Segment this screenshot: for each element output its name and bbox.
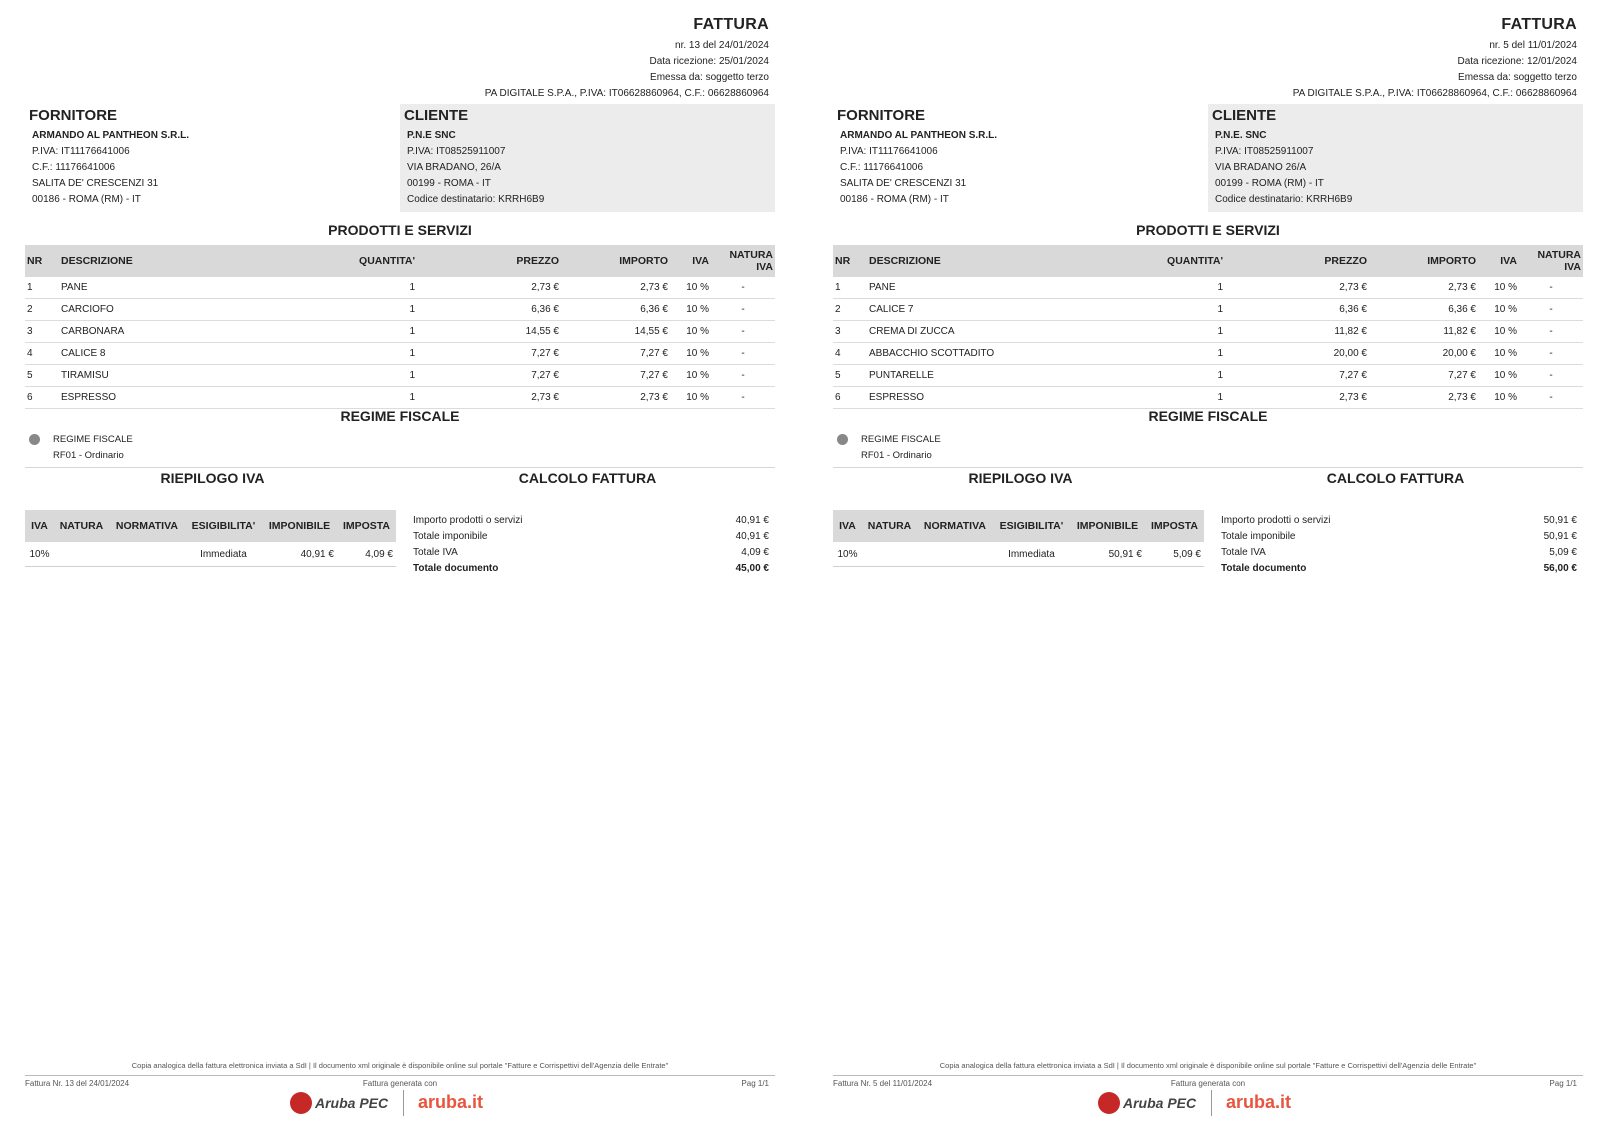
client-piva: P.IVA: IT08525911007 (407, 146, 506, 157)
calc-block (1221, 513, 1577, 577)
intermediary: PA DIGITALE S.P.A., P.IVA: IT06628860964, C.F.: 06628860964 (484, 88, 769, 99)
item-quantity: 1 (1121, 387, 1225, 409)
item-description: CREMA DI ZUCCA (867, 321, 1121, 343)
calc-value: 45,00 € (735, 563, 769, 574)
invoice-header (1293, 16, 1577, 102)
footer-page-number: Pag 1/1 (1549, 1079, 1577, 1088)
col-amount: IMPORTO (619, 255, 668, 267)
bullet-icon (29, 434, 40, 445)
invoice-page-2 (833, 0, 1583, 1132)
iva-col-imponibile: IMPONIBILE (1076, 520, 1139, 532)
product-row (833, 343, 1583, 365)
regime-value: RF01 - Ordinario (53, 450, 124, 461)
item-iva: 10 % (1478, 299, 1519, 321)
item-quantity: 1 (313, 387, 417, 409)
received-date: Data ricezione: 12/01/2024 (1457, 56, 1577, 67)
client-box (400, 104, 775, 212)
product-row (833, 387, 1583, 409)
col-nr: NR (835, 255, 851, 267)
products-table (25, 245, 775, 409)
item-iva: 10 % (1478, 277, 1519, 299)
client-recipient-code: Codice destinatario: KRRH6B9 (1215, 194, 1353, 205)
iva-col-esigibilita: ESIGIBILITA' (191, 520, 256, 532)
product-row (25, 343, 775, 365)
item-iva: 10 % (670, 277, 711, 299)
calc-total-row (413, 561, 769, 577)
iva-rate: 10% (833, 542, 862, 567)
calc-title: CALCOLO FATTURA (1326, 470, 1465, 486)
item-price: 20,00 € (1225, 343, 1369, 365)
item-natura: - (711, 343, 775, 365)
item-quantity: 1 (313, 365, 417, 387)
iva-col-natura: NATURA (867, 520, 912, 532)
regime-label: REGIME FISCALE (861, 434, 941, 445)
logo-separator (403, 1090, 404, 1116)
aruba-pec-seal-icon (290, 1092, 312, 1114)
item-natura: - (1519, 365, 1583, 387)
item-iva: 10 % (1478, 387, 1519, 409)
calc-label: Totale imponibile (1221, 531, 1296, 542)
invoice-number: nr. 5 del 11/01/2024 (1489, 40, 1577, 51)
issued-by: Emessa da: soggetto terzo (650, 72, 769, 83)
iva-natura (54, 542, 109, 567)
client-title: CLIENTE (404, 107, 469, 124)
item-amount: 6,36 € (1369, 299, 1478, 321)
iva-col-imposta: IMPOSTA (1150, 520, 1198, 532)
item-nr: 6 (25, 387, 59, 409)
product-row (25, 277, 775, 299)
item-natura: - (1519, 299, 1583, 321)
client-name: P.N.E SNC (407, 130, 456, 141)
iva-summary-table (833, 510, 1204, 567)
item-description: PUNTARELLE (867, 365, 1121, 387)
iva-normativa (109, 542, 185, 567)
regime-block (837, 432, 941, 464)
calc-value: 40,91 € (735, 531, 769, 542)
received-date: Data ricezione: 25/01/2024 (649, 56, 769, 67)
item-natura: - (711, 299, 775, 321)
item-price: 2,73 € (1225, 277, 1369, 299)
supplier-box (25, 104, 388, 212)
supplier-address: SALITA DE' CRESCENZI 31 (32, 178, 159, 189)
item-natura: - (1519, 387, 1583, 409)
supplier-piva: P.IVA: IT11176641006 (32, 146, 130, 157)
item-price: 14,55 € (417, 321, 561, 343)
iva-row (25, 542, 396, 567)
col-iva: IVA (692, 255, 709, 267)
aruba-pec-logo: Aruba PEC (315, 1095, 389, 1111)
footer-generated-with: Fattura generata con (1170, 1079, 1246, 1088)
col-price: PREZZO (1324, 255, 1367, 267)
calc-label: Totale IVA (413, 547, 458, 558)
item-price: 7,27 € (417, 365, 561, 387)
divider (833, 467, 1583, 468)
intermediary: PA DIGITALE S.P.A., P.IVA: IT06628860964, C.F.: 06628860964 (1292, 88, 1577, 99)
product-row (833, 299, 1583, 321)
item-iva: 10 % (1478, 321, 1519, 343)
aruba-pec-seal-icon (1098, 1092, 1120, 1114)
item-iva: 10 % (670, 387, 711, 409)
supplier-box (833, 104, 1196, 212)
item-iva: 10 % (670, 343, 711, 365)
item-nr: 4 (833, 343, 867, 365)
item-natura: - (1519, 277, 1583, 299)
regime-label: REGIME FISCALE (53, 434, 133, 445)
supplier-piva: P.IVA: IT11176641006 (840, 146, 938, 157)
iva-col-iva: IVA (839, 520, 856, 532)
aruba-pec-logo: Aruba PEC (1123, 1095, 1197, 1111)
calc-row (413, 529, 769, 545)
bullet-icon (837, 434, 848, 445)
item-quantity: 1 (313, 299, 417, 321)
products-title: PRODOTTI E SERVIZI (1136, 222, 1280, 238)
col-nr: NR (27, 255, 43, 267)
regime-value: RF01 - Ordinario (861, 450, 932, 461)
item-amount: 2,73 € (1369, 387, 1478, 409)
col-iva: IVA (1500, 255, 1517, 267)
item-nr: 3 (25, 321, 59, 343)
item-amount: 7,27 € (561, 343, 670, 365)
calc-label: Totale documento (1221, 563, 1307, 574)
client-name: P.N.E. SNC (1215, 130, 1267, 141)
calc-row (413, 545, 769, 561)
client-address: VIA BRADANO, 26/A (407, 162, 501, 173)
item-amount: 2,73 € (561, 387, 670, 409)
item-quantity: 1 (313, 321, 417, 343)
client-recipient-code: Codice destinatario: KRRH6B9 (407, 194, 545, 205)
col-quantity: QUANTITA' (1167, 255, 1223, 267)
item-quantity: 1 (313, 343, 417, 365)
iva-summary-table (25, 510, 396, 567)
calc-block (413, 513, 769, 577)
invoice-title: FATTURA (693, 16, 769, 33)
iva-header-row (833, 510, 1204, 542)
col-natura-iva: NATURA IVA (729, 249, 773, 273)
iva-esigibilita: Immediata (185, 542, 262, 567)
products-header-row (833, 245, 1583, 277)
calc-value: 5,09 € (1549, 547, 1577, 558)
iva-col-imponibile: IMPONIBILE (268, 520, 331, 532)
calc-label: Importo prodotti o servizi (1221, 515, 1331, 526)
client-title: CLIENTE (1212, 107, 1277, 124)
footer-page-number: Pag 1/1 (741, 1079, 769, 1088)
aruba-it-logo: aruba.it (418, 1092, 484, 1112)
item-description: CALICE 7 (867, 299, 1121, 321)
item-price: 7,27 € (1225, 365, 1369, 387)
item-amount: 6,36 € (561, 299, 670, 321)
footer-divider (25, 1075, 775, 1076)
iva-col-esigibilita: ESIGIBILITA' (999, 520, 1064, 532)
calc-label: Totale IVA (1221, 547, 1266, 558)
footer-invoice-ref: Fattura Nr. 13 del 24/01/2024 (25, 1079, 130, 1088)
item-nr: 4 (25, 343, 59, 365)
product-row (833, 277, 1583, 299)
calc-title: CALCOLO FATTURA (518, 470, 657, 486)
col-description: DESCRIZIONE (869, 255, 941, 267)
item-description: CALICE 8 (59, 343, 313, 365)
item-description: ESPRESSO (867, 387, 1121, 409)
regime-title: REGIME FISCALE (1148, 408, 1268, 424)
item-iva: 10 % (670, 321, 711, 343)
item-quantity: 1 (1121, 277, 1225, 299)
aruba-it-logo: aruba.it (1226, 1092, 1292, 1112)
logo-separator (1211, 1090, 1212, 1116)
calc-value: 40,91 € (735, 515, 769, 526)
item-iva: 10 % (1478, 365, 1519, 387)
iva-col-normativa: NORMATIVA (923, 520, 986, 532)
invoice-page-1 (25, 0, 775, 1132)
item-quantity: 1 (1121, 365, 1225, 387)
item-description: ESPRESSO (59, 387, 313, 409)
iva-esigibilita: Immediata (993, 542, 1070, 567)
item-price: 2,73 € (417, 387, 561, 409)
product-row (833, 365, 1583, 387)
item-amount: 11,82 € (1369, 321, 1478, 343)
col-natura-iva: NATURA IVA (1537, 249, 1581, 273)
invoice-title: FATTURA (1501, 16, 1577, 33)
item-amount: 7,27 € (561, 365, 670, 387)
item-nr: 6 (833, 387, 867, 409)
supplier-city: 00186 - ROMA (RM) - IT (840, 194, 949, 205)
calc-label: Importo prodotti o servizi (413, 515, 523, 526)
supplier-cf: C.F.: 11176641006 (840, 162, 924, 173)
col-quantity: QUANTITA' (359, 255, 415, 267)
calc-row (1221, 513, 1577, 529)
regime-block (29, 432, 133, 464)
item-price: 7,27 € (417, 343, 561, 365)
products-title: PRODOTTI E SERVIZI (328, 222, 472, 238)
footer-note: Copia analogica della fattura elettronica inviata a SdI | Il documento xml originale è disponibile online sul portale "Fatture e Corrispettivi dell'Agenzia delle Entrate" (131, 1061, 669, 1070)
invoice-header (485, 16, 769, 102)
item-price: 6,36 € (1225, 299, 1369, 321)
footer-note: Copia analogica della fattura elettronica inviata a SdI | Il documento xml originale è disponibile online sul portale "Fatture e Corrispettivi dell'Agenzia delle Entrate" (939, 1061, 1477, 1070)
item-price: 2,73 € (1225, 387, 1369, 409)
item-price: 2,73 € (417, 277, 561, 299)
iva-imposta: 5,09 € (1145, 542, 1204, 567)
col-price: PREZZO (516, 255, 559, 267)
calc-value: 50,91 € (1543, 515, 1577, 526)
iva-header-row (25, 510, 396, 542)
issued-by: Emessa da: soggetto terzo (1458, 72, 1577, 83)
client-box (1208, 104, 1583, 212)
supplier-cf: C.F.: 11176641006 (32, 162, 116, 173)
divider (25, 467, 775, 468)
item-description: PANE (867, 277, 1121, 299)
iva-imponibile: 50,91 € (1070, 542, 1145, 567)
item-description: TIRAMISU (59, 365, 313, 387)
iva-imposta: 4,09 € (337, 542, 396, 567)
client-city: 00199 - ROMA - IT (407, 178, 491, 189)
footer-invoice-ref: Fattura Nr. 5 del 11/01/2024 (833, 1079, 933, 1088)
item-description: PANE (59, 277, 313, 299)
col-description: DESCRIZIONE (61, 255, 133, 267)
item-nr: 1 (25, 277, 59, 299)
regime-title: REGIME FISCALE (340, 408, 460, 424)
calc-total-row (1221, 561, 1577, 577)
products-header-row (25, 245, 775, 277)
supplier-name: ARMANDO AL PANTHEON S.R.L. (840, 130, 998, 141)
supplier-title: FORNITORE (29, 107, 118, 124)
item-nr: 2 (833, 299, 867, 321)
item-description: ABBACCHIO SCOTTADITO (867, 343, 1121, 365)
item-amount: 2,73 € (561, 277, 670, 299)
item-nr: 1 (833, 277, 867, 299)
item-amount: 14,55 € (561, 321, 670, 343)
item-quantity: 1 (1121, 321, 1225, 343)
product-row (833, 321, 1583, 343)
item-iva: 10 % (1478, 343, 1519, 365)
calc-row (413, 513, 769, 529)
footer-logos (1098, 1090, 1298, 1116)
supplier-address: SALITA DE' CRESCENZI 31 (840, 178, 967, 189)
iva-col-iva: IVA (31, 520, 48, 532)
client-address: VIA BRADANO 26/A (1215, 162, 1307, 173)
iva-col-natura: NATURA (59, 520, 104, 532)
item-amount: 20,00 € (1369, 343, 1478, 365)
item-nr: 2 (25, 299, 59, 321)
iva-imponibile: 40,91 € (262, 542, 337, 567)
supplier-title: FORNITORE (837, 107, 926, 124)
iva-row (833, 542, 1204, 567)
item-amount: 7,27 € (1369, 365, 1478, 387)
item-natura: - (1519, 343, 1583, 365)
item-nr: 5 (25, 365, 59, 387)
calc-label: Totale imponibile (413, 531, 488, 542)
item-natura: - (711, 365, 775, 387)
item-description: CARBONARA (59, 321, 313, 343)
iva-summary-title: RIEPILOGO IVA (160, 470, 265, 486)
item-natura: - (711, 387, 775, 409)
item-iva: 10 % (670, 299, 711, 321)
supplier-name: ARMANDO AL PANTHEON S.R.L. (32, 130, 190, 141)
product-row (25, 321, 775, 343)
calc-value: 56,00 € (1543, 563, 1577, 574)
item-natura: - (711, 277, 775, 299)
product-row (25, 365, 775, 387)
footer-generated-with: Fattura generata con (362, 1079, 438, 1088)
product-row (25, 387, 775, 409)
item-natura: - (1519, 321, 1583, 343)
iva-col-imposta: IMPOSTA (342, 520, 390, 532)
iva-rate: 10% (25, 542, 54, 567)
products-table (833, 245, 1583, 409)
calc-value: 4,09 € (741, 547, 769, 558)
item-quantity: 1 (313, 277, 417, 299)
iva-natura (862, 542, 917, 567)
client-piva: P.IVA: IT08525911007 (1215, 146, 1314, 157)
iva-col-normativa: NORMATIVA (115, 520, 178, 532)
col-amount: IMPORTO (1427, 255, 1476, 267)
supplier-city: 00186 - ROMA (RM) - IT (32, 194, 141, 205)
product-row (25, 299, 775, 321)
item-price: 6,36 € (417, 299, 561, 321)
item-nr: 3 (833, 321, 867, 343)
item-description: CARCIOFO (59, 299, 313, 321)
calc-row (1221, 529, 1577, 545)
client-city: 00199 - ROMA (RM) - IT (1215, 178, 1324, 189)
calc-label: Totale documento (413, 563, 499, 574)
item-nr: 5 (833, 365, 867, 387)
item-natura: - (711, 321, 775, 343)
invoice-number: nr. 13 del 24/01/2024 (675, 40, 769, 51)
item-amount: 2,73 € (1369, 277, 1478, 299)
calc-row (1221, 545, 1577, 561)
calc-value: 50,91 € (1543, 531, 1577, 542)
item-price: 11,82 € (1225, 321, 1369, 343)
item-quantity: 1 (1121, 343, 1225, 365)
item-quantity: 1 (1121, 299, 1225, 321)
footer-divider (833, 1075, 1583, 1076)
iva-normativa (917, 542, 993, 567)
item-iva: 10 % (670, 365, 711, 387)
footer-logos (290, 1090, 490, 1116)
iva-summary-title: RIEPILOGO IVA (968, 470, 1073, 486)
